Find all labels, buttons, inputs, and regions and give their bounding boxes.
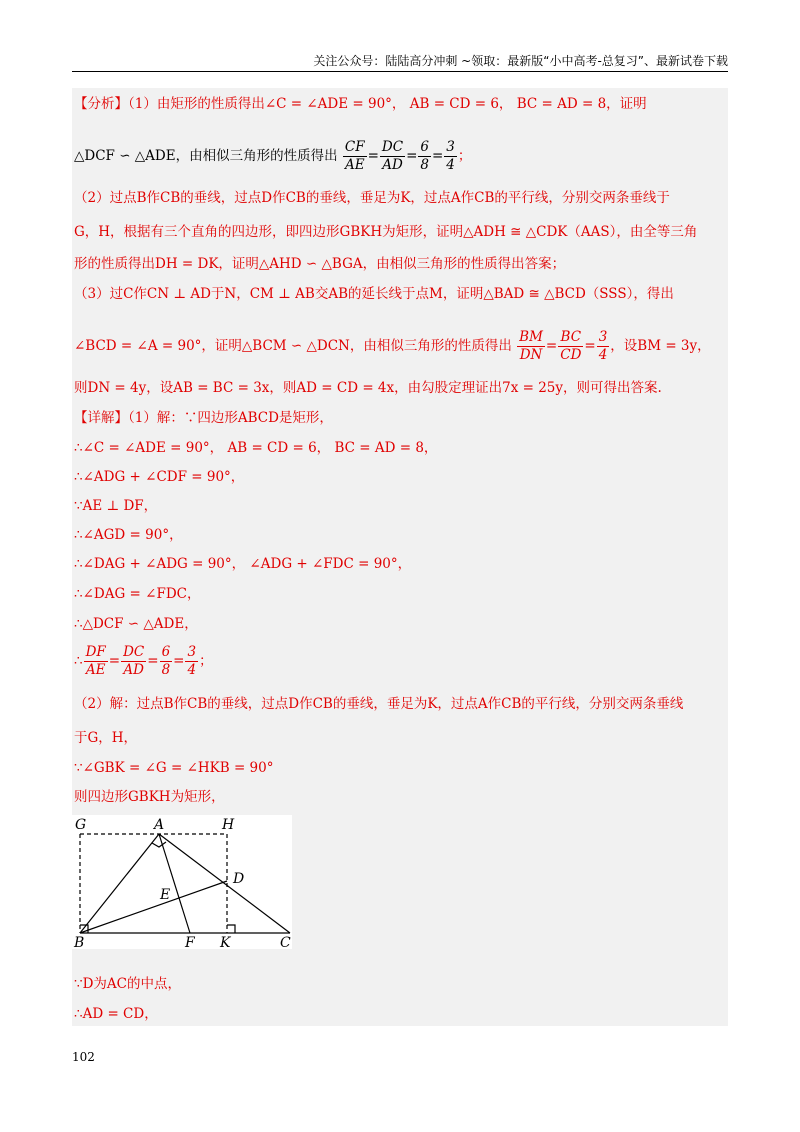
label-h: H	[222, 817, 235, 833]
analysis-line-3: （2）过点B作CB的垂线，过点D作CB的垂线，垂足为K，过点A作CB的平行线，分别交两条垂线于	[74, 190, 670, 206]
analysis-line-8: 则DN = 4y，设AB = BC = 3x，则AD = CD = 4x，由勾股定理证出7x = 25y，则可得出答案.	[74, 380, 662, 396]
analysis-line-4: G，H，根据有三个直角的四边形，即四边形GBKH为矩形，证明△ADH ≅ △CDK（AAS），由全等三角	[74, 224, 698, 240]
frac-den: AE	[85, 662, 106, 678]
frac-den: 8	[161, 662, 171, 678]
header-rule	[72, 71, 728, 72]
frac-den: 4	[598, 347, 608, 363]
detail-line-2: ∴∠C = ∠ADE = 90°， AB = CD = 6， BC = AD = 8，	[74, 440, 438, 456]
frac-num: 3	[187, 644, 197, 660]
fraction-3-4	[444, 139, 457, 174]
analysis-line-1	[74, 94, 726, 114]
frac-num: CF	[344, 139, 365, 155]
fraction-df-ae	[84, 644, 108, 679]
detail-line-7: ∴∠DAG = ∠FDC，	[74, 586, 201, 602]
fraction-dc-ad-2	[121, 644, 146, 679]
label-b: B	[74, 935, 85, 949]
detail-line-12: ∵∠GBK = ∠G = ∠HKB = 90°	[74, 760, 274, 776]
analysis-text-1: （1）由矩形的性质得出∠C = ∠ADE = 90°， AB = CD = 6， BC = AD = 8，证明	[128, 96, 647, 112]
detail-line-14: ∵D为AC的中点，	[74, 976, 181, 992]
frac-num: BM	[519, 329, 543, 345]
frac-num: BC	[558, 329, 583, 347]
detail-line-6: ∴∠DAG + ∠ADG = 90°， ∠ADG + ∠FDC = 90°，	[74, 556, 412, 572]
segment-bd	[80, 881, 227, 933]
geometry-figure	[72, 815, 292, 949]
detail-text-1: （1）解：∵四边形ABCD是矩形，	[128, 410, 333, 426]
analysis-text-2: △DCF ∽ △ADE，由相似三角形的性质得出	[74, 148, 338, 164]
geometry-diagram	[72, 815, 292, 949]
label-e: E	[160, 887, 171, 903]
label-d: D	[233, 871, 245, 887]
fraction-bm-dn	[517, 329, 545, 364]
label-k: K	[220, 935, 231, 949]
detail-line-4: ∵AE ⊥ DF，	[74, 498, 158, 514]
frac-num: 6	[161, 644, 171, 660]
frac-num: 3	[446, 139, 455, 155]
frac-den: 8	[420, 157, 429, 173]
frac-den: AD	[123, 662, 144, 678]
detail-line-13: 则四边形GBKH为矩形，	[74, 789, 225, 805]
frac-num: DC	[381, 139, 404, 155]
analysis-line-5: 形的性质得出DH = DK，证明△AHD ∽ △BGA，由相似三角形的性质得出答案；	[74, 256, 566, 272]
detail-line-9: ∴ $\frac{DF}{AE}$ = $\frac{DC}{AD}$ = $\frac{6}{8}$ = $\frac{3}{4}$ ；	[74, 644, 213, 678]
detail-line-5: ∴∠AGD = 90°，	[74, 527, 183, 543]
frac-den: CD	[560, 347, 582, 363]
detail-line-1	[74, 408, 726, 428]
detail-line-10: （2）解：过点B作CB的垂线，过点D作CB的垂线，垂足为K，过点A作CB的平行线，分别交两条垂线	[74, 696, 684, 712]
frac-den: 4	[446, 157, 455, 173]
page-header: 关注公众号：陆陆高分冲刺 ~领取：最新版“小中高考-总复习”、最新试卷下载	[313, 54, 728, 68]
segment-ab	[80, 834, 159, 933]
therefore-symbol: ∴	[74, 653, 83, 669]
analysis-line-2: △DCF ∽ △ADE，由相似三角形的性质得出 $\frac{CF}{AE}$ = $\frac{DC}{AD}$ = $\frac{6}{8}$ = $\frac{3}{4}$ ；	[74, 139, 472, 173]
detail-line-3: ∴∠ADG + ∠CDF = 90°，	[74, 469, 245, 485]
label-c: C	[280, 935, 291, 949]
analysis-text-7a: ∠BCD = ∠A = 90°，证明△BCM ∽ △DCN，由相似三角形的性质得出	[74, 338, 512, 354]
detail-line-11: 于G，H，	[74, 730, 138, 746]
frac-den: AE	[344, 157, 365, 173]
analysis-tag: 【分析】	[74, 96, 128, 112]
page-number: 102	[72, 1050, 95, 1064]
label-g: G	[75, 817, 87, 833]
fraction-6-8	[418, 139, 431, 174]
fraction-dc-ad	[380, 139, 405, 174]
label-a: A	[154, 817, 165, 833]
fraction-6-8-2	[160, 644, 173, 679]
frac-num: 6	[420, 139, 429, 155]
segment-ac	[159, 834, 290, 933]
frac-den: 4	[187, 662, 197, 678]
fraction-3-4-2	[185, 644, 198, 679]
fraction-cf-ae	[343, 139, 367, 174]
frac-num: 3	[598, 329, 608, 345]
frac-num: DF	[85, 644, 106, 660]
frac-den: AD	[382, 157, 403, 173]
detail-line-15: ∴AD = CD，	[74, 1006, 158, 1022]
segment-af	[159, 834, 190, 933]
detail-line-8: ∴△DCF ∽ △ADE，	[74, 616, 198, 632]
label-f: F	[185, 935, 195, 949]
fraction-bc-cd	[558, 329, 583, 364]
analysis-text-7b: ，设BM = 3y，	[610, 338, 711, 354]
analysis-line-7: ∠BCD = ∠A = 90°，证明△BCM ∽ △DCN，由相似三角形的性质得出 $\frac{BM}{DN}$ = $\frac{BC}{CD}$ = $\frac{3}{4}$ ，设BM = 3y，	[74, 329, 711, 363]
frac-num: DC	[123, 644, 145, 660]
right-angle-k	[227, 925, 235, 933]
fraction-3-4b	[597, 329, 610, 364]
analysis-line-6: （3）过C作CN ⊥ AD于N，CM ⊥ AB交AB的延长线于点M，证明△BAD ≅ △BCD（SSS），得出	[74, 286, 674, 302]
right-angle-a	[152, 842, 166, 847]
detail-tag: 【详解】	[74, 410, 128, 426]
frac-den: DN	[519, 347, 543, 363]
